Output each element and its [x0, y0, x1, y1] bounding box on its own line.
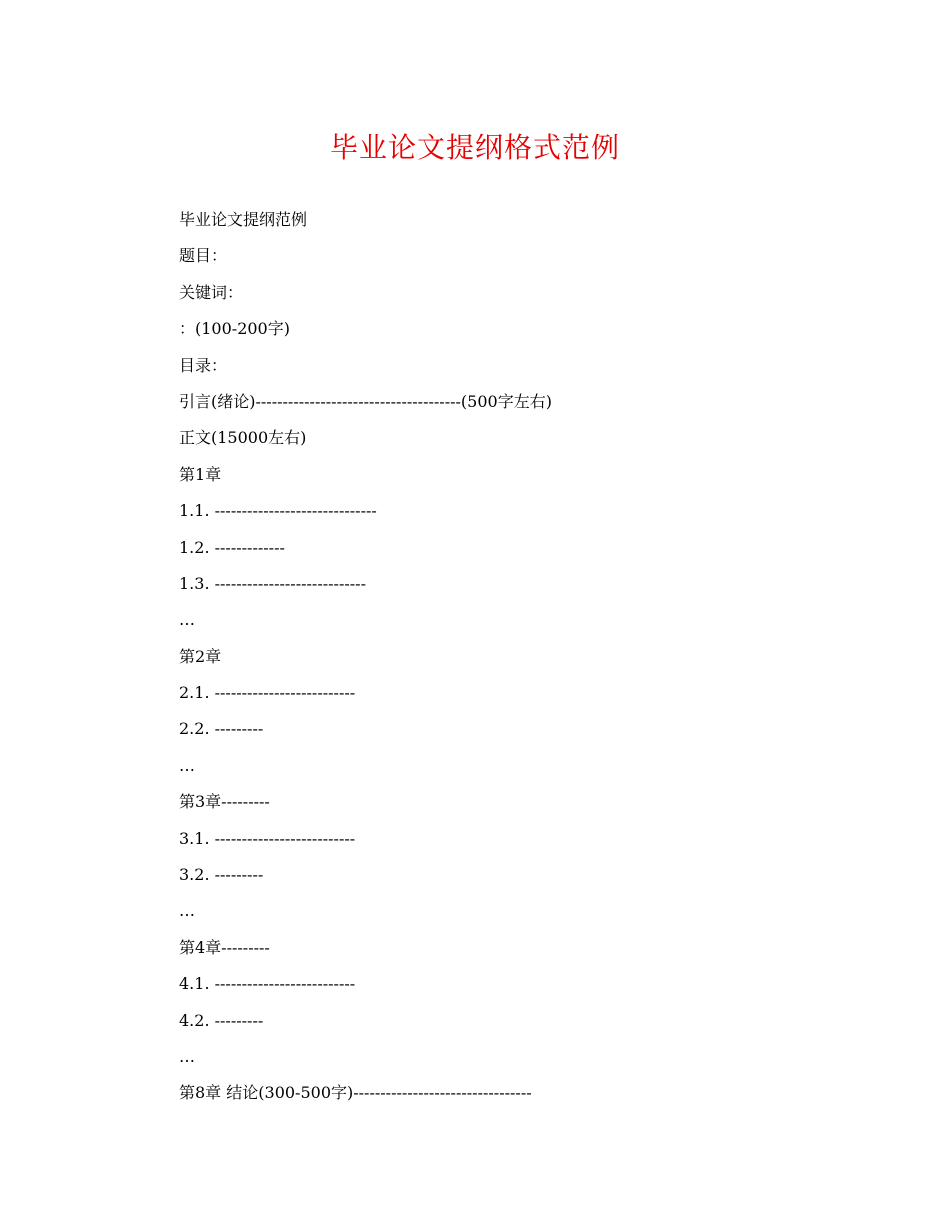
outline-line-ellipsis: …: [179, 755, 195, 775]
outline-line-chapter-2: 第2章: [179, 646, 222, 666]
outline-line-abstract: ：(100-200字): [179, 319, 290, 339]
outline-line-chapter-3: 第3章---------: [179, 792, 270, 812]
outline-line-body: 正文(15000左右): [179, 428, 307, 448]
outline-line-section-3-1: 3.1. --------------------------: [179, 828, 356, 848]
outline-line-chapter-4: 第4章---------: [179, 937, 270, 957]
outline-line-ellipsis: …: [179, 901, 195, 921]
outline-line-conclusion: 第8章 结论(300-500字)---------------------------------: [179, 1083, 532, 1103]
outline-line-section-4-1: 4.1. --------------------------: [179, 974, 356, 994]
document-title: 毕业论文提纲格式范例: [329, 131, 620, 164]
outline-line-section-2-2: 2.2. ---------: [179, 719, 264, 739]
outline-line-introduction: 引言(绪论)--------------------------------------(500字左右): [179, 391, 552, 411]
outline-line-heading: 毕业论文提纲范例: [179, 210, 308, 229]
outline-line-section-1-1: 1.1. ------------------------------: [179, 501, 377, 521]
outline-line-section-3-2: 3.2. ---------: [179, 865, 264, 885]
outline-line-ellipsis: …: [179, 610, 195, 630]
outline-line-section-2-1: 2.1. --------------------------: [179, 683, 356, 703]
outline-line-keywords: 关键词：: [179, 282, 244, 302]
outline-line-contents: 目录：: [179, 355, 228, 375]
outline-list: [179, 202, 899, 1112]
outline-line-topic: 题目：: [179, 246, 228, 266]
outline-line-section-1-2: 1.2. -------------: [179, 537, 285, 557]
outline-line-ellipsis: …: [179, 1046, 195, 1066]
outline-line-section-4-2: 4.2. ---------: [179, 1010, 264, 1030]
outline-line-chapter-1: 第1章: [179, 464, 222, 484]
outline-line-section-1-3: 1.3. ----------------------------: [179, 573, 366, 593]
